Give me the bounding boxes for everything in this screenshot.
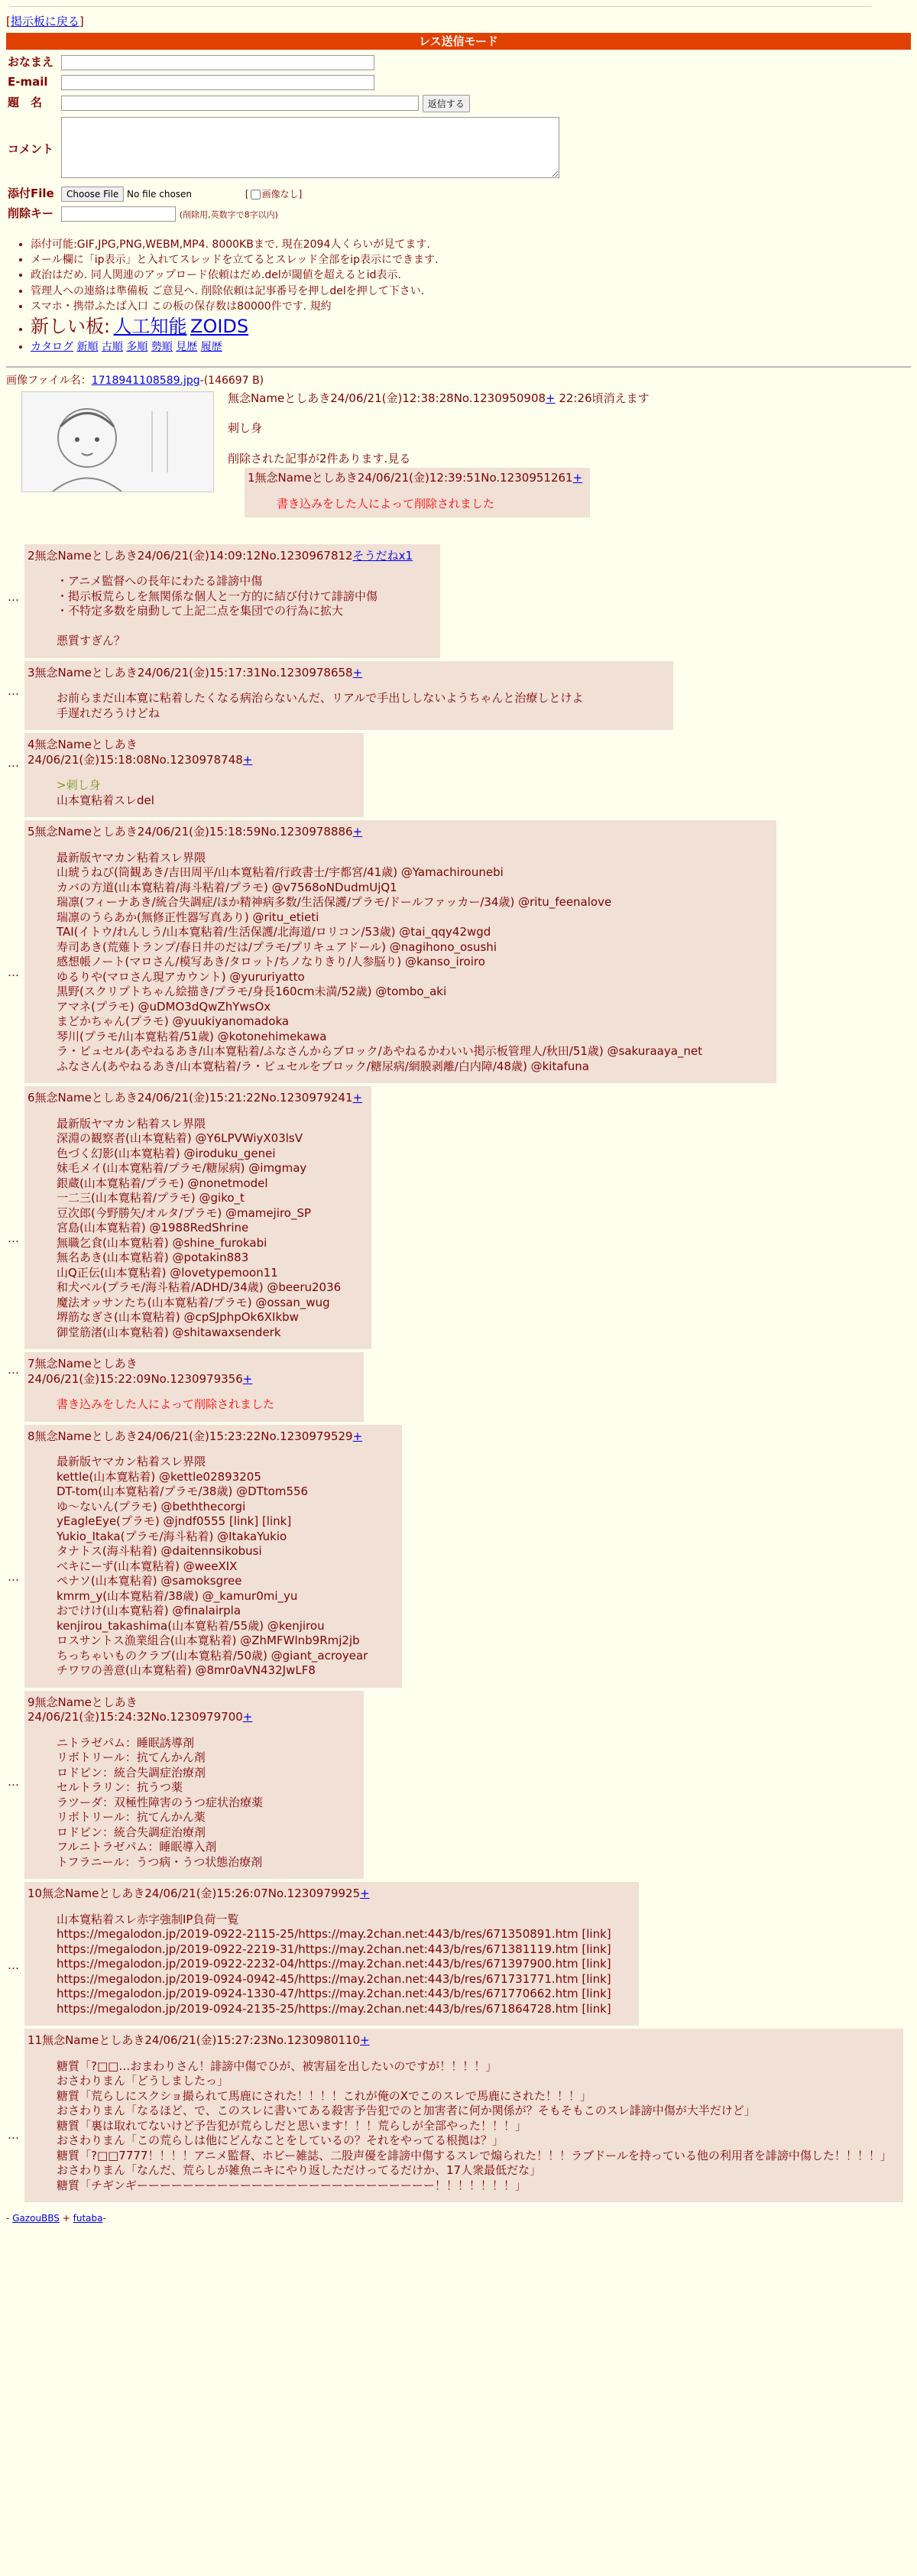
reply-dots: …: [8, 589, 19, 604]
reply-body: 最新版ヤマカン粘着スレ界隈 山琥うねび(筒観あき/吉田周平/山本寛粘着/行政書士/宇都宮/41歳) @Yamachirounebi カバの方道(山本寛粘着/海斗粘着/プラモ) @v7568oNDudmUjQ1 瑞凛(フィーナあき/統合失調症/ほか精神病多数/生活保護/プラモ/ドールファッカー/34歳) @ritu_feenalove 瑞凛のうらあか(無修正性器写真あり) @ritu_etieti TAI(イトウ/れんしう/山本寛粘着/生活保護/北海道/ロリコン/53歳) @tai_qqy42wgd 寿司あき(荒薙トランプ/春日井のだは/プラモ/プリキュアドール) @nagihono_osushi 感想帳ノート(マロさん/模写あき/タロット/ちノなりきり/人参脳り) @kanso_iroiro ゆるりや(マロさん現アカウント) @yururiyatto 黒野(スクリプトちゃん絵描き/プラモ/身長160cm未満/52歳) @tombo_aki アマネ(プラモ) @uDMO3dQwZhYwsOx まどかちゃん(プラモ) @yuukiyanomadoka 琴川(プラモ/山本寛粘着/51歳) @kotonehimekawa ラ・ピュセル(あやねるあき/山本寛粘着/ふなさんからブロック/あやねるかわいい掲示板管理人/秋田/51歳) @sakuraaya_net ふなさん(あやねるあき/山本寛粘着/ラ・ピュセルをブロック/糖尿病/網膜剥離/白内障/48歳) @kitafuna: [57, 850, 703, 1073]
email-input[interactable]: [61, 75, 374, 90]
reply-plus-link[interactable]: +: [352, 1091, 363, 1105]
reply-plus-link[interactable]: +: [352, 1429, 363, 1443]
sodane-link[interactable]: そうだねx1: [352, 548, 413, 563]
submit-button[interactable]: 返信する: [423, 95, 470, 112]
reply-dots: …: [8, 965, 19, 979]
reply-plus-link[interactable]: +: [242, 752, 253, 767]
catalog-link[interactable]: カタログ: [31, 341, 73, 354]
name-input[interactable]: [61, 55, 374, 70]
no-file-text: No file chosen: [127, 189, 193, 200]
view-history-link[interactable]: 見歴: [176, 341, 198, 354]
reply-header: 10無念Nameとしあき24/06/21(金)15:26:07No.1230979925: [28, 1887, 361, 1900]
reply-11: [6, 2029, 911, 2202]
reply-6: [6, 1086, 911, 1349]
op-file-line: [6, 374, 911, 388]
name-label: おなまえ: [8, 54, 54, 69]
reply-5: [6, 820, 911, 1083]
reply-dots: …: [8, 1231, 19, 1245]
newboard-link-ai[interactable]: 人工知能: [113, 315, 187, 337]
newboard-link-zoids[interactable]: ZOIDS: [190, 315, 249, 337]
reply-box: [24, 661, 673, 731]
reply-10: [6, 1882, 911, 2026]
reply-plus-link[interactable]: +: [360, 2033, 370, 2047]
op-plus-link[interactable]: +: [546, 391, 556, 405]
reply-dots: …: [8, 2128, 19, 2142]
reply-dots: …: [8, 1958, 19, 1972]
subject-label: 題 名: [8, 96, 43, 110]
op-body: 刺し身: [228, 421, 263, 435]
reply-box: [24, 1882, 639, 2026]
reply-box: [24, 544, 440, 658]
reply-box: [24, 820, 776, 1083]
delkey-note: (削除用,英数字で8字以内): [179, 209, 278, 220]
reply-dots: …: [8, 683, 19, 698]
op-header: [228, 391, 900, 407]
reply-2: [6, 544, 911, 658]
notice-item: • 政治はだめ. 同人関連のアップロード依頼はだめ.delが閾値を超えるとid表示.: [31, 268, 917, 282]
reply-quote: >刺し身: [57, 778, 101, 792]
reply-plus-link[interactable]: +: [352, 825, 363, 839]
top-divider: [9, 6, 871, 7]
no-image-label: 画像なし: [261, 189, 299, 200]
reply-plus-link[interactable]: +: [352, 665, 363, 680]
inner-reply-header: 1無念Nameとしあき24/06/21(金)12:39:51No.1230951261: [248, 471, 573, 485]
reply-list: [0, 544, 917, 2203]
no-image-checkbox[interactable]: [251, 190, 261, 200]
reply-box: [24, 2029, 903, 2202]
reply-body: 山本寛粘着スレ赤字強制IP負荷一覧 https://megalodon.jp/2019-0922-2115-25/https://may.2chan.net:443/b/res/671350891.htm [link] https://megalodon.jp/2019-0922-2219-31/https://may.2chan.net:443/b/res/671381119.htm [link] https://megalodon.jp/2019-0922-2232-04/https://may.2chan.net:443/b/res/671397900.htm [link] https://megalodon.jp/2019-0924-0942-45/https://may.2chan.net:443/b/res/671731771.htm [link] https://megalodon.jp/2019-0924-1330-47/https://may.2chan.net:443/b/res/671770662.htm [link] https://megalodon.jp/2019-0924-2135-25/https://may.2chan.net:443/b/res/671864728.htm [link]: [57, 1912, 611, 2016]
sort-many-link[interactable]: 多順: [126, 341, 148, 354]
newboard-label: 新しい板:: [31, 315, 111, 337]
reply-box: [24, 733, 364, 817]
reply-header: 6無念Nameとしあき24/06/21(金)15:21:22No.1230979241: [28, 1091, 353, 1105]
subject-input[interactable]: [61, 96, 419, 111]
reply-plus-link[interactable]: +: [360, 1887, 370, 1900]
notice-item: • メール欄に「ip表示」と入れてスレッドを立てるとスレッド全部をip表示にできます.: [31, 253, 917, 267]
reply-body: ニトラゼパム：睡眠誘導剤 リボトリール：抗てんかん剤 ロドピン：統合失調症治療剤 セルトラリン：抗うつ薬 ラツーダ：双極性障害のうつ症状治療薬 リボトリール：抗てんかん薬 ロドピン：統合失調症治療剤 フルニトラゼパム：睡眠導入剤 トフラニール：うつ病・うつ状態治療剤: [57, 1735, 264, 1869]
reply-body: ・アニメ監督への長年にわたる誹謗中傷 ・掲示板荒らしを無関係な個人と一方的に結び付けて誹謗中傷 ・不特定多数を扇動して上記二点を集団での行為に拡大 悪質すぎん？: [57, 574, 378, 647]
file-label: 添付File: [8, 187, 54, 201]
reply-box: [24, 1086, 371, 1349]
op-post: [0, 391, 917, 544]
reply-header: 7無念Nameとしあき24/06/21(金)15:22:09No.1230979356: [28, 1357, 243, 1386]
email-label: E-mail: [8, 74, 48, 89]
op-thumbnail[interactable]: [21, 391, 214, 492]
sort-momentum-link[interactable]: 勢順: [151, 341, 173, 354]
reply-body: 山本寛粘着スレdel: [57, 793, 154, 807]
post-form: おなまえ E-mail 題 名 返信する コメント 添付File Choose File No file chosen [ 画像なし] 削除キー (削除用,英数字で8字以内): [6, 53, 561, 225]
section-divider: [6, 366, 911, 368]
reply-header: 4無念Nameとしあき24/06/21(金)15:18:08No.1230978748: [28, 738, 243, 767]
back-nav: [掲示板に戻る]: [6, 15, 84, 28]
reply-4: [6, 733, 911, 817]
reply-header: 5無念Nameとしあき24/06/21(金)15:18:59No.1230978886: [28, 825, 353, 839]
file-link[interactable]: 1718941108589.jpg: [91, 375, 200, 388]
footer: - GazouBBS + futaba-: [6, 2213, 106, 2224]
reply-box: [24, 1425, 402, 1688]
sort-old-link[interactable]: 古順: [101, 341, 123, 354]
reply-header: 9無念Nameとしあき24/06/21(金)15:24:32No.1230979700: [28, 1695, 243, 1724]
op-inner-reply: [245, 468, 590, 517]
file-size: -(146697 B): [199, 375, 264, 388]
delkey-label: 削除キー: [8, 206, 54, 221]
choose-file-button[interactable]: Choose File: [61, 187, 124, 202]
back-link[interactable]: 掲示板に戻る: [10, 15, 79, 28]
reply-8: [6, 1425, 911, 1688]
op-expire: 22:26頃消えます: [559, 391, 650, 405]
reply-body: 糖質「?□□…おまわりさん！誹謗中傷でひが、被害届を出したいのですが！！！！」 おさわりまん「どうしましたっ」 糖質「荒らしにスクショ撮られて馬鹿にされた！！！！これが俺のXでこのスレで馬鹿にされた！！！」 おさわりまん「なるほど、で、このスレに書いてある殺害予告犯でのと加害者に何か関係が？そもそもこのスレ誹謗中傷が大半だけど」 糖質「裏は取れてないけど予告犯が荒らしだと思います！！！荒らしが全部やった！！！」 おさわりまん「この荒らしは他にどんなことをしているの？それをやってる根拠は？」 糖質「?□□7777！！！！アニメ監督、ホビー雑誌、二股声優を誹謗中傷するスレで煽られた！！！ラブドールを持っている他の利用者を誹謗中傷した！！！！」 おさわりまん「なんだ、荒らしが雑魚ニキにやり返しただけってるだけか、17人衆最低だな」 糖質「チギンギーーーーーーーーーーーーーーーーーーーーーーーーーー！！！！！！！」: [57, 2059, 892, 2192]
reply-plus-link[interactable]: +: [242, 1371, 253, 1386]
notice-list: [14, 238, 917, 354]
reply-dots: …: [8, 756, 19, 770]
inner-reply-deleted: 書き込みをした人によって削除されました: [277, 496, 495, 511]
notice-item: • スマホ・携帯ふたば入口 この板の保存数は80000件です. 規約: [31, 300, 917, 313]
mode-banner: レス送信モード: [6, 33, 911, 50]
reply-box: [24, 1352, 364, 1422]
reply-header: 3無念Nameとしあき24/06/21(金)15:17:31No.1230978658: [28, 665, 353, 680]
reply-7: [6, 1352, 911, 1422]
inner-reply-plus[interactable]: +: [572, 471, 583, 485]
reply-header: 8無念Nameとしあき24/06/21(金)15:23:22No.1230979529: [28, 1429, 353, 1443]
newboard-item: [31, 315, 917, 339]
reply-9: [6, 1691, 911, 1880]
reply-body: お前らまだ山本寛に粘着したくなる病治らないんだ、リアルで手出ししないようちゃんと治療しとけよ 手遅れだろうけどね: [57, 691, 584, 720]
reply-dots: …: [8, 1774, 19, 1789]
notice-item: • 添付可能:GIF,JPG,PNG,WEBM,MP4. 8000KBまで. 現在2094人くらいが見てます.: [31, 238, 917, 251]
delkey-input[interactable]: [61, 206, 176, 222]
sort-new-link[interactable]: 新順: [76, 341, 99, 354]
reply-body: 最新版ヤマカン粘着スレ界隈 kettle(山本寛粘着) @kettle02893205 DT-tom(山本寛粘着/プラモ/38歳) @DTtom556 ゆ～ないん(プラモ) @beththecorgi yEagleEye(プラモ) @jndf0555 [link] [link] Yukio_Itaka(プラモ/海斗粘着) @ItakaYukio タナトス(海斗粘着) @daitennsikobusi べキにーず(山本寛粘着) @weeXIX ペナソ(山本寛粘着) @samoksgree kmrm_y(山本寛粘着/38歳) @_kamur0mi_yu おでけけ(山本寛粘着) @finalairpla kenjirou_takashima(山本寛粘着/55歳) @kenjirou ロスサントス漁業組合(山本寛粘着) @ZhMFWlnb9Rmj2jb ちっちゃいものクラブ(山本寛粘着/50歳) @giant_acroyear チワワの善意(山本寛粘着) @8mr0aVN432JwLF8: [57, 1455, 368, 1677]
notice-item: • 管理人への連絡は準備板 ご意見へ. 削除依頼は記事番号を押しdelを押して下さい.: [31, 284, 917, 298]
reply-header: 2無念Nameとしあき24/06/21(金)14:09:12No.1230967812: [28, 548, 353, 563]
reply-body: 最新版ヤマカン粘着スレ界隈 深淵の観察者(山本寛粘着) @Y6LPVWiyX03lsV 色づく幻影(山本寛粘着) @iroduku_genei 妹毛メイ(山本寛粘着/プラモ/糖尿病) @imgmay 銀蔵(山本寛粘着/プラモ) @nonetmodel 一二三(山本寛粘着/プラモ) @giko_t 豆次郎(今野勝矢/オルタ/プラモ) @mamejiro_SP 宮島(山本寛粘着) @1988RedShrine 無職乞食(山本寛粘着) @shine_furokabi 無名あき(山本寛粘着) @potakin883 山Q正伝(山本寛粘着) @lovetypemoon11 和犬ベル(プラモ/海斗粘着/ADHD/34歳) @beeru2036 魔法オッサンたち(山本寛粘着/プラモ) @ossan_wug 堺筋なぎさ(山本寛粘着) @cpSJphpOk6XIkbw 御堂筋渚(山本寛粘着) @shitawaxsenderk: [57, 1116, 342, 1339]
comment-label: コメント: [8, 141, 54, 156]
reply-deleted: 書き込みをした人によって削除されました: [57, 1397, 275, 1411]
reply-header: 11無念Nameとしあき24/06/21(金)15:27:23No.1230980110: [28, 2033, 361, 2047]
op-content: [228, 391, 900, 518]
op-header-text: 無念Nameとしあき24/06/21(金)12:38:28No.1230950908: [228, 391, 546, 405]
footer-link-futaba[interactable]: futaba: [73, 2213, 103, 2224]
op-deleted-note: 削除された記事が2件あります.見る: [228, 451, 411, 466]
history-link[interactable]: 履歴: [200, 341, 222, 354]
reply-dots: …: [8, 1569, 19, 1584]
catalog-links: [31, 340, 917, 354]
reply-box: [24, 1691, 364, 1880]
reply-dots: …: [8, 1363, 19, 1377]
reply-3: [6, 661, 911, 731]
reply-plus-link[interactable]: +: [242, 1710, 253, 1724]
file-prefix: 画像ファイル名：: [6, 375, 92, 388]
comment-textarea[interactable]: [61, 117, 559, 178]
footer-link-gazoubbs[interactable]: GazouBBS: [12, 2213, 60, 2224]
